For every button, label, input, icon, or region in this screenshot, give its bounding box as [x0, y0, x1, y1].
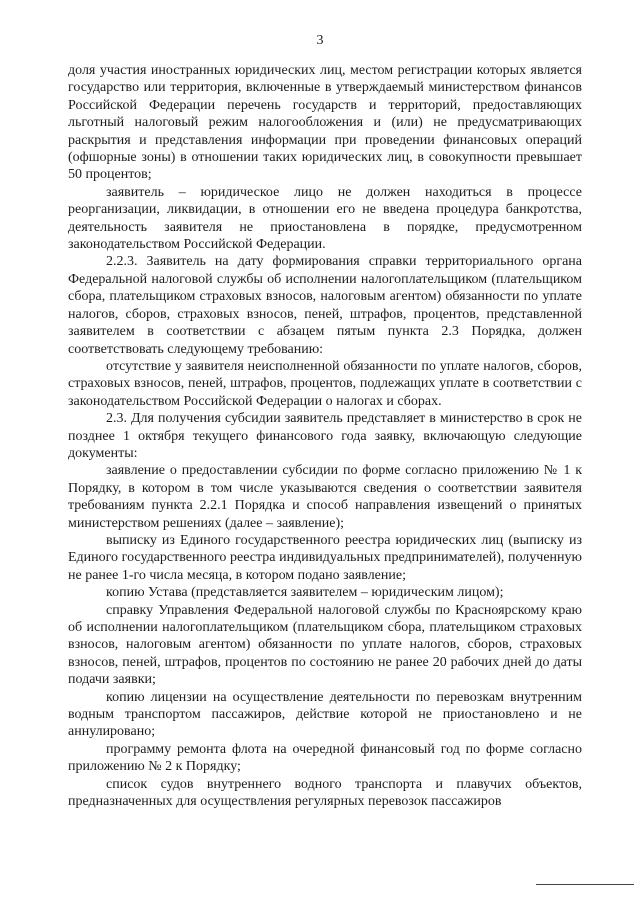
paragraph: отсутствие у заявителя неисполненной обязанности по уплате налогов, сборов, страховых взносов, пеней, штрафов, процентов, подлежащих уплате в соответствии с законодательством Российской Федерации о налогах и сборах.	[68, 358, 582, 409]
paragraph: список судов внутреннего водного транспорта и плавучих объектов, предназначенных для осуществления регулярных перевозок пассажиров	[68, 776, 582, 810]
paragraph: выписку из Единого государственного реестра юридических лиц (выписку из Единого государственного реестра индивидуальных предпринимателей), полученную не ранее 1-го числа месяца, в котором подано заявление;	[68, 532, 582, 583]
paragraph: заявитель – юридическое лицо не должен находиться в процессе реорганизации, ликвидации, в отношении его не введена процедура банкротства, деятельность заявителя не приостановлена в порядке, предусмотренном законодательством Российской Федерации.	[68, 184, 582, 253]
paragraph: программу ремонта флота на очередной финансовый год по форме согласно приложению № 2 к Порядку;	[68, 741, 582, 775]
footer-rule	[536, 884, 634, 885]
document-body	[68, 62, 582, 810]
paragraph: доля участия иностранных юридических лиц, местом регистрации которых является государство или территория, включенные в утверждаемый министерством финансов Российской Федерации перечень государств и территорий, предоставляющих льготный налоговый режим налогообложения и (или) не предусматривающих раскрытия и представления информации при проведении финансовых операций (офшорные зоны) в отношении таких юридических лиц, в совокупности превышает 50 процентов;	[68, 63, 582, 183]
paragraph: копию лицензии на осуществление деятельности по перевозкам внутренним водным транспортом пассажиров, действие которой не приостановлено и не аннулировано;	[68, 689, 582, 740]
paragraph: копию Устава (представляется заявителем – юридическим лицом);	[106, 585, 504, 601]
page-number: 3	[316, 33, 324, 48]
paragraph: 2.2.3. Заявитель на дату формирования справки территориального органа Федеральной налоговой службы об исполнении налогоплательщиком (плательщиком сбора, плательщиком страховых взносов, налоговым агентом) обязанности по уплате налогов, сборов, страховых взносов, пеней, штрафов, процентов, представленной заявителем в соответствии с абзацем пятым пункта 2.3 Порядка, должен соответствовать следующему требованию:	[68, 254, 582, 357]
paragraph: справку Управления Федеральной налоговой службы по Красноярскому краю об исполнении налогоплательщиком (плательщиком сбора, плательщиком страховых взносов, налоговым агентом) обязанности по уплате налогов, сборов, страховых взносов, пеней, штрафов, процентов по состоянию не ранее 20 рабочих дней до даты подачи заявки;	[68, 602, 582, 688]
paragraph: 2.3. Для получения субсидии заявитель представляет в министерство в срок не позднее 1 октября текущего финансового года заявку, включающую следующие документы:	[68, 411, 582, 461]
paragraph: заявление о предоставлении субсидии по форме согласно приложению № 1 к Порядку, в котором в том числе указываются сведения о соответствии заявителя требованиям пункта 2.2.1 Порядка и способ направления извещений о принятых министерством решениях (далее – заявление);	[68, 463, 582, 531]
